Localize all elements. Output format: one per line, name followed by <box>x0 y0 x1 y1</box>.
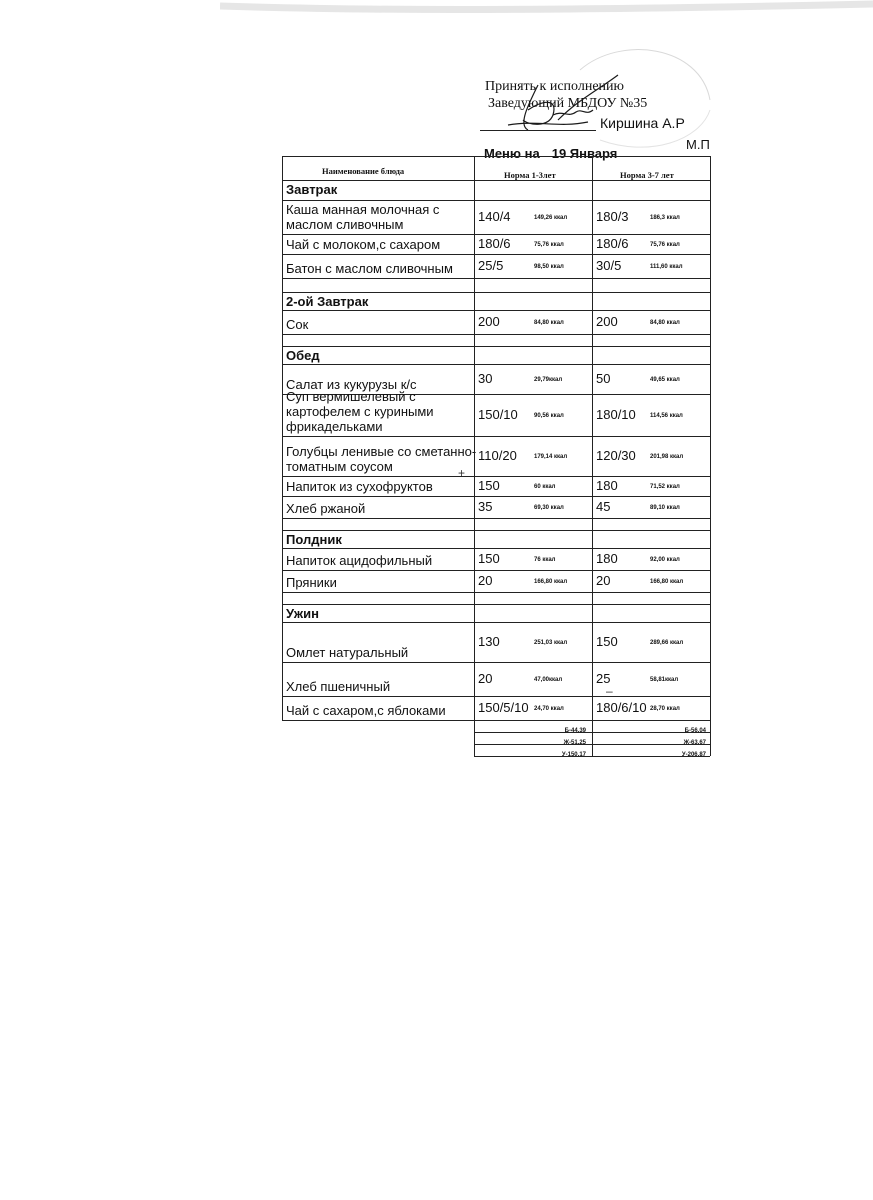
norm-3-7-portion: 180/6/10 <box>596 700 647 715</box>
row-border <box>282 720 710 721</box>
menu-title <box>484 146 617 161</box>
row-border <box>282 604 710 605</box>
norm-1-3-kcal: 47,00ккал <box>534 677 563 683</box>
norm-3-7-portion: 150 <box>596 634 618 649</box>
section-title: Ужин <box>286 606 319 621</box>
row-border <box>282 496 710 497</box>
row-border <box>282 696 710 697</box>
row-border <box>282 476 710 477</box>
dish-name: Голубцы ленивые со сметанно- <box>286 444 477 459</box>
norm-1-3-kcal: 24,70 ккал <box>534 706 564 712</box>
norm-3-7-kcal: 28,70 ккал <box>650 706 680 712</box>
dish-name: картофелем с куриными <box>286 404 434 419</box>
row-border <box>282 278 710 279</box>
norm-1-3-kcal: 179,14 ккал <box>534 454 568 460</box>
norm-1-3-kcal: 76 ккал <box>534 557 556 563</box>
dish-name: Батон с маслом сливочным <box>286 261 453 276</box>
dish-name: Суп вермишелевый с <box>286 389 416 404</box>
norm-1-3-portion: 200 <box>478 314 500 329</box>
header-dish: Наименование блюда <box>322 166 405 176</box>
menu-date: 19 Января <box>551 146 618 161</box>
row-border <box>282 234 710 235</box>
table-top-border <box>282 156 710 157</box>
row-border <box>282 518 710 519</box>
total-norm-1-3: Б-44,39 <box>564 728 586 734</box>
total-norm-3-7: Б-56,04 <box>684 728 706 734</box>
norm-3-7-portion: 180 <box>596 551 618 566</box>
row-border <box>282 662 710 663</box>
dish-name: томатным соусом <box>286 459 393 474</box>
norm-1-3-portion: 180/6 <box>478 236 511 251</box>
norm-3-7-portion: 25 <box>596 671 611 686</box>
norm-3-7-kcal: 114,56 ккал <box>650 413 683 419</box>
norm-3-7-kcal: 89,10 ккал <box>650 505 680 511</box>
section-title: 2-ой Завтрак <box>286 294 369 309</box>
norm-3-7-portion: 180/3 <box>596 209 629 224</box>
pen-mark: – <box>606 684 613 698</box>
norm-1-3-kcal: 251,03 ккал <box>534 640 568 646</box>
norm-3-7-kcal: 166,80 ккал <box>650 579 684 585</box>
dish-name: Пряники <box>286 575 337 590</box>
section-title: Завтрак <box>286 182 338 197</box>
norm-3-7-kcal: 71,52 ккал <box>650 484 680 490</box>
dish-name: маслом сливочным <box>286 217 404 232</box>
scan-smudge <box>220 0 873 14</box>
row-border <box>282 310 710 311</box>
row-border <box>282 548 710 549</box>
norm-1-3-portion: 30 <box>478 371 493 386</box>
totals-border <box>474 732 710 733</box>
norm-3-7-portion: 50 <box>596 371 611 386</box>
approval-line-2: Заведующий МБДОУ №35 <box>488 96 648 111</box>
total-norm-1-3: Ж-51,25 <box>563 740 586 746</box>
row-border <box>282 364 710 365</box>
handwritten-signature <box>498 70 628 140</box>
norm-3-7-kcal: 111,60 ккал <box>650 264 683 270</box>
dish-name: Чай с сахаром,с яблоками <box>286 703 446 718</box>
section-title: Обед <box>286 348 320 363</box>
row-border <box>282 530 710 531</box>
row-border <box>282 334 710 335</box>
row-border <box>282 292 710 293</box>
dish-name: фрикадельками <box>286 419 383 434</box>
norm-1-3-kcal: 98,50 ккал <box>534 264 564 270</box>
norm-1-3-portion: 150/10 <box>478 407 518 422</box>
table-left-border <box>282 156 283 720</box>
norm-1-3-portion: 110/20 <box>478 448 517 463</box>
row-border <box>282 436 710 437</box>
norm-1-3-portion: 150/5/10 <box>478 700 529 715</box>
norm-1-3-portion: 130 <box>478 634 500 649</box>
approval-line-1: Принять к исполнению <box>485 79 624 94</box>
norm-3-7-kcal: 84,80 ккал <box>650 320 680 326</box>
row-border <box>282 592 710 593</box>
totals-border <box>474 756 710 757</box>
norm-3-7-kcal: 289,66 ккал <box>650 640 684 646</box>
norm-3-7-kcal: 92,00 ккал <box>650 557 680 563</box>
dish-name: Чай с молоком,с сахаром <box>286 237 441 252</box>
approver-name: Киршина А.Р <box>600 115 685 131</box>
norm-1-3-portion: 35 <box>478 499 493 514</box>
column-border <box>474 156 475 756</box>
dish-name: Омлет натуральный <box>286 645 409 660</box>
column-border <box>592 156 593 756</box>
row-border <box>282 346 710 347</box>
norm-3-7-kcal: 186,3 ккал <box>650 215 680 221</box>
pen-mark: + <box>458 466 466 480</box>
seal-label: М.П <box>686 137 710 152</box>
header-norm-1-3: Норма 1-3лет <box>504 170 556 180</box>
dish-name: Хлеб ржаной <box>286 501 366 516</box>
header-norm-3-7: Норма 3-7 лет <box>620 170 674 180</box>
row-border <box>282 570 710 571</box>
norm-1-3-portion: 150 <box>478 551 500 566</box>
norm-3-7-portion: 20 <box>596 573 611 588</box>
norm-3-7-kcal: 49,65 ккал <box>650 377 680 383</box>
norm-1-3-kcal: 60 ккал <box>534 484 556 490</box>
norm-1-3-kcal: 90,56 ккал <box>534 413 564 419</box>
norm-1-3-kcal: 29,79ккал <box>534 377 563 383</box>
row-border <box>282 200 710 201</box>
norm-3-7-kcal: 201,98 ккал <box>650 454 684 460</box>
norm-1-3-portion: 140/4 <box>478 209 511 224</box>
dish-name: Каша манная молочная с <box>286 202 440 217</box>
dish-name: Напиток из сухофруктов <box>286 479 433 494</box>
section-title: Полдник <box>286 532 342 547</box>
norm-1-3-kcal: 69,30 ккал <box>534 505 564 511</box>
total-norm-3-7: Ж-63,67 <box>683 740 706 746</box>
norm-3-7-portion: 180 <box>596 478 618 493</box>
norm-3-7-kcal: 75,76 ккал <box>650 242 680 248</box>
menu-title-label: Меню на <box>484 146 540 161</box>
table-right-border <box>710 156 711 756</box>
norm-3-7-portion: 30/5 <box>596 258 622 273</box>
row-border <box>282 254 710 255</box>
norm-1-3-portion: 20 <box>478 671 493 686</box>
norm-1-3-kcal: 166,80 ккал <box>534 579 568 585</box>
dish-name: Сок <box>286 317 309 332</box>
norm-3-7-portion: 180/6 <box>596 236 629 251</box>
dish-name: Напиток ацидофильный <box>286 553 433 568</box>
norm-1-3-kcal: 75,76 ккал <box>534 242 564 248</box>
header-bottom-border <box>282 180 710 181</box>
norm-3-7-portion: 45 <box>596 499 611 514</box>
total-norm-3-7: У-206,87 <box>681 752 706 758</box>
dish-name: Хлеб пшеничный <box>286 679 391 694</box>
norm-3-7-portion: 120/30 <box>596 448 636 463</box>
total-norm-1-3: У-150,17 <box>561 752 586 758</box>
row-border <box>282 622 710 623</box>
norm-1-3-portion: 150 <box>478 478 500 493</box>
totals-border <box>474 744 710 745</box>
norm-1-3-portion: 20 <box>478 573 493 588</box>
norm-1-3-kcal: 84,80 ккал <box>534 320 564 326</box>
norm-3-7-portion: 180/10 <box>596 407 636 422</box>
norm-1-3-kcal: 149,26 ккал <box>534 215 568 221</box>
norm-3-7-portion: 200 <box>596 314 618 329</box>
norm-1-3-portion: 25/5 <box>478 258 504 273</box>
norm-3-7-kcal: 58,81ккал <box>650 677 679 683</box>
dish-name: Салат из кукурузы к/с <box>286 377 417 392</box>
